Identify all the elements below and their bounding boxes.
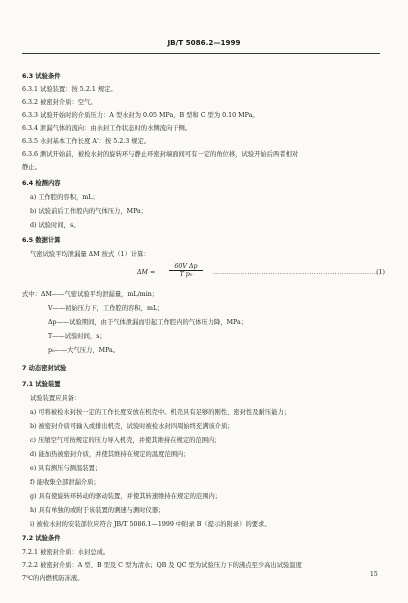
- clause-6-3-6: 6.3.6 测试开始前，被检水封的旋转环与静止环密封端面间可有一定的角位移，试验开始后两者相对: [22, 151, 299, 158]
- legend-v: V——初始压力下，工作腔的容积，mL；: [48, 305, 164, 312]
- section-7: 7 动态密封试验: [22, 365, 67, 372]
- formula-fraction: [169, 263, 203, 278]
- equip-item-c: c) 压缩空气可按规定的压力导入机壳，并使其维持在规定的范围内；: [30, 437, 221, 444]
- header-rule: [22, 53, 380, 54]
- clause-7-2-1: 7.2.1 被密封介质：水封总成。: [22, 549, 110, 556]
- legend-p0: p₀——大气压力，MPa。: [48, 347, 120, 354]
- legend-t: T——试验时间，s；: [48, 333, 106, 340]
- equipment-intro: 试验装置应具备：: [30, 395, 81, 402]
- item-b-pressure: b) 试验前后工作腔内的气体压力，MPa；: [30, 208, 148, 215]
- equip-item-f: f) 能收集全部泄漏介质；: [30, 479, 100, 486]
- section-6-4: 6.4 检测内容: [22, 180, 61, 187]
- clause-6-3-1: 6.3.1 试验装置：按 5.2.1 规定。: [22, 86, 117, 93]
- section-7-1: 7.1 试验装置: [22, 381, 61, 388]
- clause-7-2-2-cont: 7℃的内燃机防冻液。: [22, 575, 84, 582]
- formula-number: (1): [376, 269, 385, 276]
- formula-intro: 气密试验平均泄漏量 ΔM 按式（1）计算：: [30, 251, 150, 258]
- equip-item-e: e) 具有测压与测温装置；: [30, 465, 102, 472]
- leak-formula: [137, 263, 385, 285]
- page-number: 15: [370, 571, 378, 578]
- equip-item-h: h) 具有单独的或附于该装置的测速与测时仪器；: [30, 507, 165, 514]
- section-6-5: 6.5 数据计算: [22, 237, 61, 244]
- formula-leader-dots: ………………………………………………………………: [213, 269, 379, 276]
- clause-6-3-5: 6.3.5 水封基本工作长度 A'：按 5.2.3 规定。: [22, 138, 151, 145]
- clause-6-3-2: 6.3.2 被密封介质：空气。: [22, 99, 97, 106]
- clause-6-3-6-cont: 静止。: [22, 164, 41, 171]
- section-6-3: 6.3 试验条件: [22, 73, 61, 80]
- clause-7-2-2: 7.2.2 被密封介质：A 型、B 型及 C 型为清水；QB 及 QC 型为试验压力下的沸点至少高出试验温度: [22, 562, 302, 569]
- legend-delta-p: Δp——试验期间，由于气体泄漏而引起工作腔内的气体压力降，MPa；: [48, 319, 248, 326]
- equip-item-d: d) 能加热被密封介质，并使其维持在规定的温度范围内；: [30, 451, 190, 458]
- clause-6-3-3: 6.3.3 试验开始时的介质压力：A 型水封为 0.05 MPa，B 型和 C 型为 0.10 MPa。: [22, 112, 259, 119]
- clause-6-3-4: 6.3.4 泄漏气体的流向：由水封工作状态时的水侧流向干侧。: [22, 125, 192, 132]
- section-7-2: 7.2 试验条件: [22, 535, 61, 542]
- item-a-volume: a) 工作腔的容积，mL；: [30, 194, 99, 201]
- formula-denominator: T p₀: [179, 271, 193, 278]
- equip-item-g: g) 具有使旋转环转动的驱动装置，并使其转速维持在规定的范围内；: [30, 493, 222, 500]
- equip-item-i: i) 被检水封的安装部位应符合 JB/T 5086.1—1999 中附录 B（提示的附录）的要求。: [30, 521, 271, 528]
- formula-numerator: 60V Δp: [169, 263, 203, 271]
- legend-delta-m: 式中：ΔM——气密试验平均泄漏量，mL/min；: [22, 291, 159, 298]
- formula-lhs: ΔM =: [137, 269, 156, 276]
- equip-item-b: b) 被密封介质可输入或排出机壳，试验时被检水封四周始终充满该介质；: [30, 423, 234, 430]
- standard-header: JB/T 5086.2—1999: [167, 38, 241, 47]
- item-d-time: d) 试验时间，s。: [30, 222, 80, 229]
- equip-item-a: a) 可将被检水封按一定的工作长度安放在机壳中。机壳具有足够的刚性、密封性及耐压能力；: [30, 409, 291, 416]
